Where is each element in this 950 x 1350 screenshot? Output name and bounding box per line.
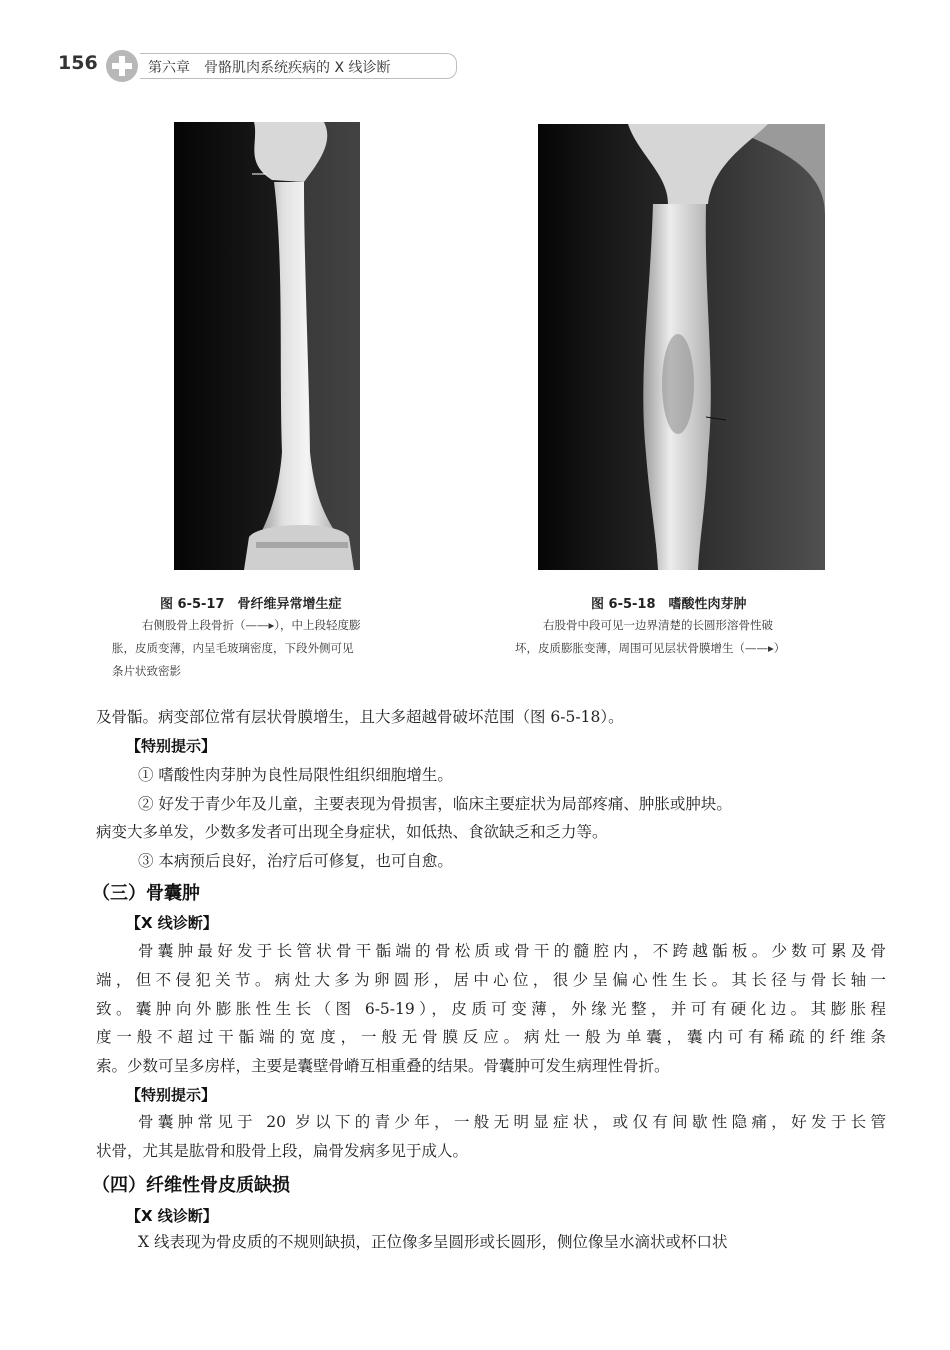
figure-caption-1: 图 6-5-17 骨纤维异常增生症 <box>160 597 342 612</box>
tip-item-3: ③ 本病预后良好，治疗后可修复，也可自愈。 <box>138 852 453 870</box>
figure-description-2-line: 右股骨中段可见一边界清楚的长圆形溶骨性破 <box>543 618 773 632</box>
figure-caption-2: 图 6-5-18 嗜酸性肉芽肿 <box>591 597 747 612</box>
paragraph-line: 端，但不侵犯关节。病灶大多为卵圆形，居中心位，很少呈偏心性生长。其长径与骨长轴一 <box>96 970 886 989</box>
special-tip-label-2: 【特别提示】 <box>126 1086 217 1104</box>
xray-diagnosis-label-2: 【X 线诊断】 <box>126 1207 218 1225</box>
paragraph-line: 状骨，尤其是肱骨和股骨上段，扁骨发病多见于成人。 <box>96 1141 469 1160</box>
figure-description-1-line: 条片状致密影 <box>112 664 181 678</box>
bone-cyst-paragraph <box>96 937 886 1081</box>
figure-description-1-line: 右侧股骨上段骨折（——▸），中上段轻度膨 <box>142 618 361 632</box>
paragraph-line: 致。囊肿向外膨胀性生长（图 6-5-19），皮质可变薄，外缘光整，并可有硬化边。其膨胀程 <box>96 999 886 1018</box>
fibrous-cortical-defect-paragraph: X 线表现为骨皮质的不规则缺损，正位像多呈圆形或长圆形，侧位像呈水滴状或杯口状 <box>138 1233 728 1251</box>
cross-icon <box>106 50 138 82</box>
xray-image-femur-fibrous-dysplasia <box>174 122 360 570</box>
figure-description-1 <box>112 614 432 683</box>
bone-cyst-tip-paragraph <box>96 1108 886 1166</box>
section-heading-fibrous-cortical-defect: （四）纤维性骨皮质缺损 <box>92 1175 290 1196</box>
figure-description-2-line: 坏，皮质膨胀变薄，周围可见层状骨膜增生（——▸） <box>515 641 786 655</box>
figure-description-1-line: 胀，皮质变薄，内呈毛玻璃密度，下段外侧可见 <box>112 641 354 655</box>
chapter-banner <box>140 53 457 79</box>
special-tip-label: 【特别提示】 <box>126 737 217 755</box>
paragraph-line: 索。少数可呈多房样，主要是囊壁骨嵴互相重叠的结果。骨囊肿可发生病理性骨折。 <box>96 1057 670 1076</box>
paragraph-line: 度一般不超过干骺端的宽度，一般无骨膜反应。病灶一般为单囊，囊内可有稀疏的纤维条 <box>96 1028 886 1047</box>
section-heading-bone-cyst: （三）骨囊肿 <box>92 883 200 904</box>
paragraph-line: 骨囊肿最好发于长管状骨干骺端的骨松质或骨干的髓腔内，不跨越骺板。少数可累及骨 <box>138 942 886 960</box>
paragraph-line: 骨囊肿常见于 20 岁以下的青少年，一般无明显症状，或仅有间歇性隐痛，好发于长管 <box>138 1113 886 1131</box>
xray-diagnosis-label: 【X 线诊断】 <box>126 914 218 932</box>
page-header <box>58 50 458 82</box>
xray-image-femur-eosinophilic-granuloma <box>538 124 825 570</box>
chapter-title: 第六章 骨骼肌肉系统疾病的 X 线诊断 <box>148 60 391 76</box>
figure-description-2 <box>515 614 875 660</box>
tip-item-2-cont: 病变大多单发，少数多发者可出现全身症状，如低热、食欲缺乏和乏力等。 <box>96 823 608 841</box>
page-number: 156 <box>58 52 98 74</box>
tip-item-1: ① 嗜酸性肉芽肿为良性局限性组织细胞增生。 <box>138 766 453 784</box>
tip-item-2: ② 好发于青少年及儿童，主要表现为骨损害，临床主要症状为局部疼痛、肿胀或肿块。 <box>138 795 732 813</box>
paragraph-continuation: 及骨骺。病变部位常有层状骨膜增生，且大多超越骨破坏范围（图 6-5-18）。 <box>96 708 624 726</box>
